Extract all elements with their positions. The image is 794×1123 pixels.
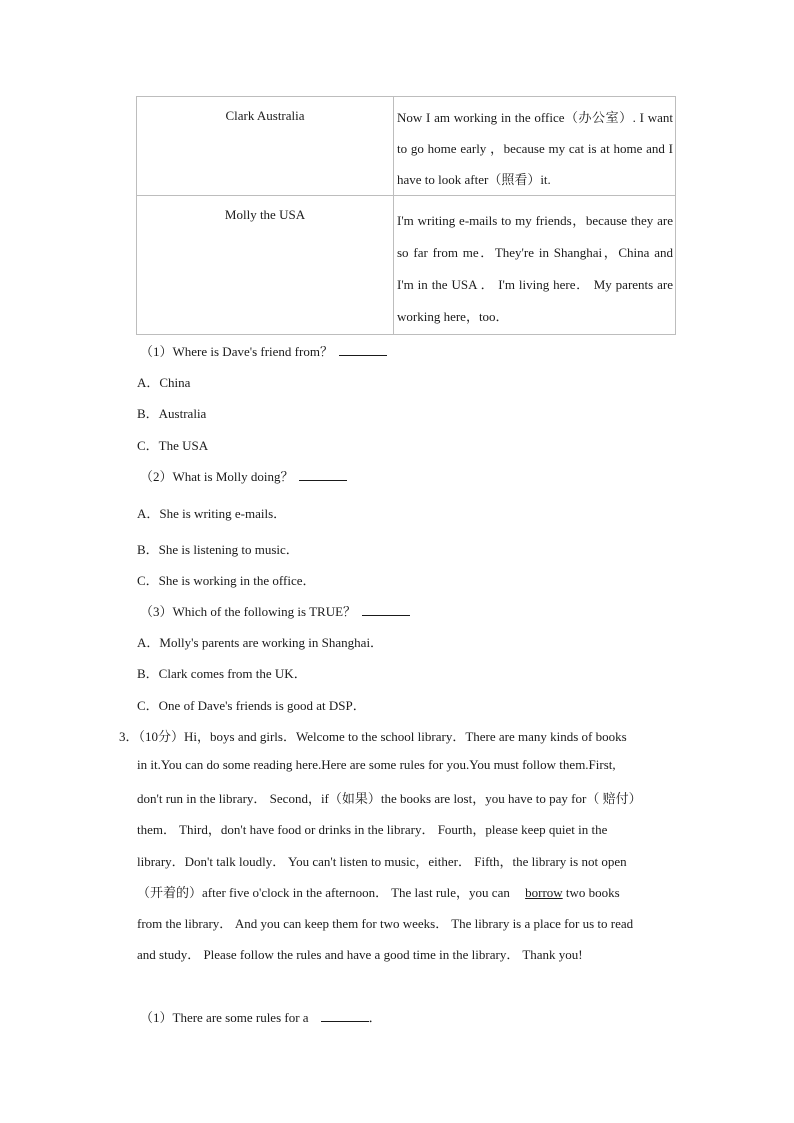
question-stem: （1）There are some rules for a ． — [140, 1010, 382, 1025]
question-number: 3．（10分）Hi，boys and girls．Welcome to the school library．There are many kinds of books — [119, 729, 627, 744]
option: C．She is working in the office． — [137, 573, 316, 588]
passage-line: and study． Please follow the rules and have a good time in the library． Thank you! — [137, 947, 583, 962]
passage-line: don't run in the library． Second，if（如果）the books are lost，you have to pay for（ 赔付） — [137, 791, 642, 806]
option: B．Clark comes from the UK． — [137, 666, 307, 681]
question-stem: （3）Which of the following is TRUE？ — [140, 601, 410, 620]
question-stem: （2）What is Molly doing？ — [140, 466, 347, 485]
answer-blank[interactable] — [299, 479, 347, 481]
question-stem: （1）Where is Dave's friend from？ — [140, 341, 387, 360]
description-cell — [394, 196, 676, 335]
passage-line: Hi，boys and girls．Welcome to the school library．There are many kinds of books — [184, 729, 627, 744]
info-table — [136, 96, 676, 335]
option: B．She is listening to music． — [137, 542, 299, 557]
table-row — [137, 196, 676, 335]
question-score: （10分） — [138, 729, 185, 744]
name-cell — [137, 97, 394, 196]
name-text: Molly the USA — [224, 207, 306, 222]
description-text: I'm writing e-mails to my friends，because they are so far from me．They're in Shanghai，China and I'm in the USA ． I'm living here． My parents are working here，too． — [397, 213, 673, 324]
name-cell — [137, 196, 394, 335]
passage-line: them． Third，don't have food or drinks in the library． Fourth，please keep quiet in the — [137, 822, 608, 837]
option: C．The USA — [137, 438, 209, 453]
answer-blank[interactable] — [321, 1020, 369, 1022]
passage-line: library．Don't talk loudly． You can't listen to music，either． Fifth，the library is not open — [137, 854, 627, 869]
passage-line: in it.You can do some reading here.Here are some rules for you.You must follow them.First, — [137, 757, 616, 772]
option: A．She is writing e-mails． — [137, 506, 287, 521]
option: A．China — [137, 375, 191, 390]
option: C．One of Dave's friends is good at DSP． — [137, 698, 366, 713]
name-text: Clark Australia — [225, 108, 305, 123]
passage-line: （开着的）after five o'clock in the afternoon． The last rule，you can borrow two books — [137, 885, 620, 900]
passage-line: from the library． And you can keep them for two weeks． The library is a place for us to read — [137, 916, 634, 931]
underlined-word: borrow — [525, 885, 563, 900]
answer-blank[interactable] — [339, 354, 387, 356]
option: A．Molly's parents are working in Shanghai． — [137, 635, 384, 650]
description-cell — [394, 97, 676, 196]
table-row — [137, 97, 676, 196]
option: B．Australia — [137, 406, 207, 421]
answer-blank[interactable] — [362, 614, 410, 616]
description-text: Now I am working in the office（办公室）. I want to go home early ，because my cat is at home and I have to look after（照看）it. — [397, 110, 673, 187]
